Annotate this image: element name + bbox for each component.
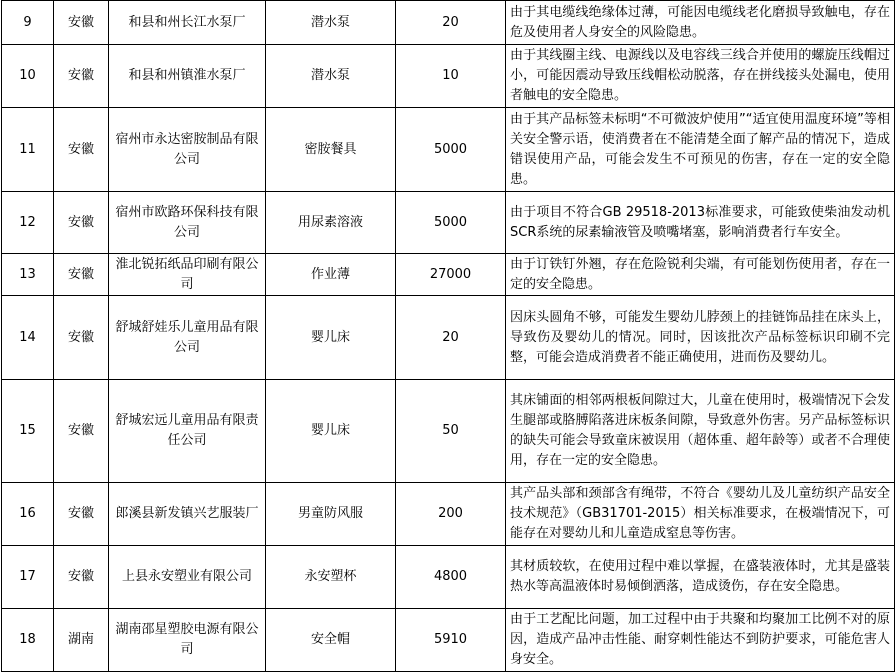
defect-description: 由于项目不符合GB 29518-2013标准要求，可能致使柴油发动机SCR系统的尿素输液管及喷嘴堵塞，影响消费者行车安全。: [506, 192, 895, 254]
product-name: 作业薄: [266, 254, 396, 296]
table-row: [2, 192, 895, 254]
quantity: 20: [396, 1, 506, 45]
quantity: 5910: [396, 609, 506, 672]
product-name: 潜水泵: [266, 45, 396, 108]
defect-description: 其材质较软，在使用过程中难以掌握，在盛装液体时，尤其是盛装热水等高温液体时易倾倒洒落，造成烫伤，存在安全隐患。: [506, 546, 895, 609]
row-number: 16: [2, 483, 54, 546]
row-number: 17: [2, 546, 54, 609]
defect-description: 由于订铁钉外翘，存在危险锐利尖端，有可能划伤使用者，存在一定的安全隐患。: [506, 254, 895, 296]
row-number: 14: [2, 296, 54, 380]
defect-description: 由于其线圈主线、电源线以及电容线三线合并使用的螺旋压线帽过小，可能因震动导致压线帽松动脱落，存在拼线接头处漏电，使用者触电的安全隐患。: [506, 45, 895, 108]
province: 安徽: [54, 483, 109, 546]
quantity: 20: [396, 296, 506, 380]
row-number: 15: [2, 380, 54, 483]
province: 湖南: [54, 609, 109, 672]
defect-description: 其床铺面的相邻两根板间隙过大，儿童在使用时，极端情况下会发生腿部或胳膊陷落进床板条间隙，导致意外伤害。另产品标签标识的缺失可能会导致童床被误用（超体重、超年龄等）或者不合理使用，存在一定的安全隐患。: [506, 380, 895, 483]
quantity: 10: [396, 45, 506, 108]
quantity: 5000: [396, 108, 506, 192]
quantity: 27000: [396, 254, 506, 296]
quantity: 5000: [396, 192, 506, 254]
province: 安徽: [54, 546, 109, 609]
quantity: 50: [396, 380, 506, 483]
row-number: 9: [2, 1, 54, 45]
company-name: 舒城宏远儿童用品有限责任公司: [109, 380, 266, 483]
row-number: 13: [2, 254, 54, 296]
row-number: 11: [2, 108, 54, 192]
table-row: [2, 483, 895, 546]
province: 安徽: [54, 192, 109, 254]
province: 安徽: [54, 296, 109, 380]
table-row: [2, 108, 895, 192]
province: 安徽: [54, 45, 109, 108]
table-row: [2, 1, 895, 45]
product-name: 用尿素溶液: [266, 192, 396, 254]
defect-description: 由于其电缆线绝缘体过薄，可能因电缆线老化磨损导致触电，存在危及使用者人身安全的风险隐患。: [506, 1, 895, 45]
quantity: 200: [396, 483, 506, 546]
company-name: 湖南邵星塑胶电源有限公司: [109, 609, 266, 672]
table-row: [2, 45, 895, 108]
company-name: 和县和州镇淮水泵厂: [109, 45, 266, 108]
product-name: 婴儿床: [266, 380, 396, 483]
company-name: 上县永安塑业有限公司: [109, 546, 266, 609]
table-row: [2, 254, 895, 296]
defect-description: 由于其产品标签未标明“不可微波炉使用”“适宜使用温度环境”等相关安全警示语，使消费者在不能清楚全面了解产品的情况下，造成错误使用产品，可能会发生不可预见的伤害，存在一定的安全隐患。: [506, 108, 895, 192]
province: 安徽: [54, 1, 109, 45]
row-number: 10: [2, 45, 54, 108]
product-name: 密胺餐具: [266, 108, 396, 192]
product-name: 潜水泵: [266, 1, 396, 45]
quantity: 4800: [396, 546, 506, 609]
defect-description: 因床头圆角不够，可能发生婴幼儿脖颈上的挂链饰品挂在床头上，导致伤及婴幼儿的情况。同时，因该批次产品标签标识印刷不完整，可能会造成消费者不能正确使用，进而伤及婴幼儿。: [506, 296, 895, 380]
company-name: 宿州市欧路环保科技有限公司: [109, 192, 266, 254]
table-row: [2, 546, 895, 609]
product-name: 永安塑杯: [266, 546, 396, 609]
province: 安徽: [54, 254, 109, 296]
company-name: 郎溪县新发镇兴艺服装厂: [109, 483, 266, 546]
row-number: 18: [2, 609, 54, 672]
company-name: 淮北锐拓纸品印刷有限公司: [109, 254, 266, 296]
defect-description: 其产品头部和颈部含有绳带，不符合《婴幼儿及儿童纺织产品安全技术规范》（GB31701-2015）相关标准要求，在极端情况下，可能存在对婴幼儿和儿童造成窒息等伤害。: [506, 483, 895, 546]
recall-table: [1, 0, 895, 672]
company-name: 宿州市永达密胺制品有限公司: [109, 108, 266, 192]
company-name: 舒城舒娃乐儿童用品有限公司: [109, 296, 266, 380]
product-name: 婴儿床: [266, 296, 396, 380]
company-name: 和县和州长江水泵厂: [109, 1, 266, 45]
table-row: [2, 609, 895, 672]
table-row: [2, 296, 895, 380]
product-name: 男童防风服: [266, 483, 396, 546]
province: 安徽: [54, 380, 109, 483]
table-row: [2, 380, 895, 483]
defect-description: 由于工艺配比问题，加工过程中由于共聚和均聚加工比例不对的原因，造成产品冲击性能、耐穿刺性能达不到防护要求，可能危害人身安全。: [506, 609, 895, 672]
province: 安徽: [54, 108, 109, 192]
product-name: 安全帽: [266, 609, 396, 672]
row-number: 12: [2, 192, 54, 254]
